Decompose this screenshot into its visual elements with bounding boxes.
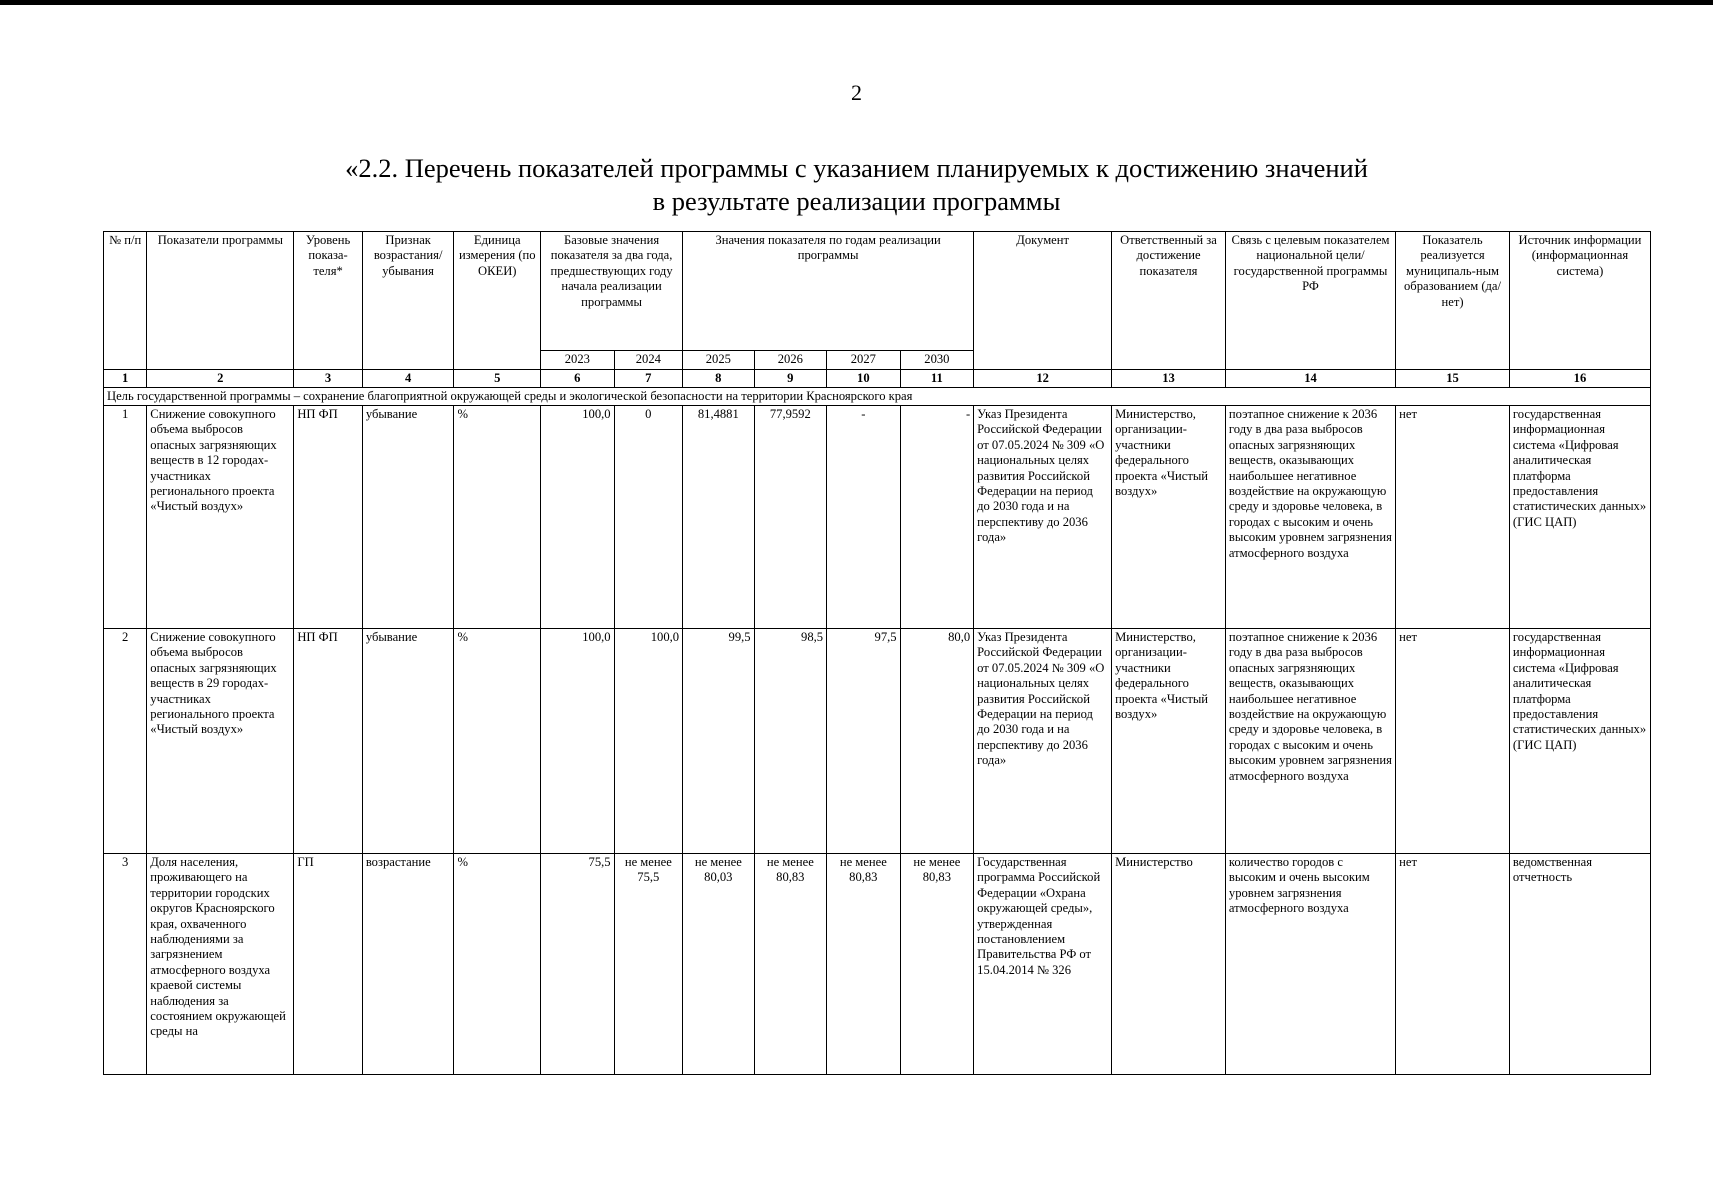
indicator-level: НП ФП (294, 629, 362, 854)
header-indicator: Показатели программы (147, 232, 294, 370)
header-source: Источник информации (информационная система) (1509, 232, 1650, 370)
header-responsible: Ответственный за достижение показателя (1112, 232, 1226, 370)
indicator-name: Доля населения, проживающего на территории городских округов Красноярского края, охваченного наблюдениями за загрязнением атмосферного воздуха краевой системы наблюдения за состоянием окружающей среды на (147, 854, 294, 1075)
year-2025: 2025 (683, 351, 755, 370)
col-number: 2 (147, 370, 294, 388)
program-goal: Цель государственной программы – сохранение благоприятной окружающей среды и экологической безопасности на территории Красноярского края (104, 388, 1651, 406)
indicator-sign: убывание (362, 629, 454, 854)
value-2025: 99,5 (683, 629, 755, 854)
header-sign: Признак возрастания/ убывания (362, 232, 454, 370)
col-number: 6 (541, 370, 615, 388)
indicator-sign: убывание (362, 406, 454, 629)
responsible: Министерство, организации-участники федерального проекта «Чистый воздух» (1112, 629, 1226, 854)
value-2030: не менее 80,83 (900, 854, 974, 1075)
col-number: 11 (900, 370, 974, 388)
document-ref: Указ Президента Российской Федерации от 07.05.2024 № 309 «О национальных целях развития Российской Федерации на период до 2030 года и на перспективу до 2036 года» (974, 629, 1112, 854)
scan-top-edge (0, 0, 1713, 5)
year-2024: 2024 (614, 351, 682, 370)
header-document: Документ (974, 232, 1112, 370)
value-2030: 80,0 (900, 629, 974, 854)
value-2023: 100,0 (541, 406, 615, 629)
column-number-row (104, 370, 1651, 388)
col-number: 3 (294, 370, 362, 388)
table-row (104, 854, 1651, 1075)
col-number: 16 (1509, 370, 1650, 388)
responsible: Министерство, организации-участники федерального проекта «Чистый воздух» (1112, 406, 1226, 629)
col-number: 8 (683, 370, 755, 388)
document-ref: Указ Президента Российской Федерации от 07.05.2024 № 309 «О национальных целях развития Российской Федерации на период до 2030 года и на перспективу до 2036 года» (974, 406, 1112, 629)
value-2026: 77,9592 (754, 406, 827, 629)
value-2026: не менее 80,83 (754, 854, 827, 1075)
col-number: 4 (362, 370, 454, 388)
indicators-table (103, 231, 1651, 1075)
table-row (104, 629, 1651, 854)
col-number: 9 (754, 370, 827, 388)
value-2025: 81,4881 (683, 406, 755, 629)
year-2026: 2026 (754, 351, 827, 370)
row-number: 3 (104, 854, 147, 1075)
goal-row (104, 388, 1651, 406)
col-number: 7 (614, 370, 682, 388)
col-number: 10 (827, 370, 901, 388)
info-source: государственная информационная система «Цифровая аналитическая платформа предоставления статистических данных» (ГИС ЦАП) (1509, 406, 1650, 629)
header-link: Связь с целевым показателем национальной цели/ государственной программы РФ (1225, 232, 1395, 370)
col-number: 15 (1396, 370, 1510, 388)
national-goal-link: поэтапное снижение к 2036 году в два раза выбросов опасных загрязняющих веществ, оказывающих наибольшее негативное воздействие на окружающую среду и здоровье человека, в городах с высоким и очень высоким уровнем загрязнения атмосферного воздуха (1225, 629, 1395, 854)
municipal-flag: нет (1396, 854, 1510, 1075)
col-number: 5 (454, 370, 541, 388)
value-2030: - (900, 406, 974, 629)
year-2027: 2027 (827, 351, 901, 370)
year-2023: 2023 (541, 351, 615, 370)
indicator-name: Снижение совокупного объема выбросов опасных загрязняющих веществ в 29 городах-участниках регионального проекта «Чистый воздух» (147, 629, 294, 854)
year-2030: 2030 (900, 351, 974, 370)
header-base-values: Базовые значения показателя за два года, предшествующих году начала реализации программы (541, 232, 683, 351)
value-2027: - (827, 406, 901, 629)
col-number: 13 (1112, 370, 1226, 388)
indicator-name: Снижение совокупного объема выбросов опасных загрязняющих веществ в 12 городах-участниках регионального проекта «Чистый воздух» (147, 406, 294, 629)
info-source: государственная информационная система «Цифровая аналитическая платформа предоставления статистических данных» (ГИС ЦАП) (1509, 629, 1650, 854)
value-2026: 98,5 (754, 629, 827, 854)
indicator-unit: % (454, 406, 541, 629)
value-2024: 0 (614, 406, 682, 629)
indicator-level: НП ФП (294, 406, 362, 629)
municipal-flag: нет (1396, 629, 1510, 854)
municipal-flag: нет (1396, 406, 1510, 629)
header-unit: Единица измерения (по ОКЕИ) (454, 232, 541, 370)
responsible: Министерство (1112, 854, 1226, 1075)
value-2023: 75,5 (541, 854, 615, 1075)
col-number: 12 (974, 370, 1112, 388)
value-2024: не менее 75,5 (614, 854, 682, 1075)
national-goal-link: количество городов с высоким и очень высоким уровнем загрязнения атмосферного воздуха (1225, 854, 1395, 1075)
col-number: 1 (104, 370, 147, 388)
row-number: 1 (104, 406, 147, 629)
header-year-values: Значения показателя по годам реализации программы (683, 232, 974, 351)
value-2023: 100,0 (541, 629, 615, 854)
header-municipal: Показатель реализуется муниципаль-ным образованием (да/нет) (1396, 232, 1510, 370)
title-line-2: в результате реализации программы (652, 186, 1061, 216)
national-goal-link: поэтапное снижение к 2036 году в два раза выбросов опасных загрязняющих веществ, оказывающих наибольшее негативное воздействие на окружающую среду и здоровье человека, в городах с высоким и очень высоким уровнем загрязнения атмосферного воздуха (1225, 406, 1395, 629)
col-number: 14 (1225, 370, 1395, 388)
value-2024: 100,0 (614, 629, 682, 854)
indicator-level: ГП (294, 854, 362, 1075)
document-ref: Государственная программа Российской Федерации «Охрана окружающей среды», утвержденная постановлением Правительства РФ от 15.04.2014 № 326 (974, 854, 1112, 1075)
indicator-sign: возрастание (362, 854, 454, 1075)
header-level: Уровень показа-теля* (294, 232, 362, 370)
header-num: № п/п (104, 232, 147, 370)
indicator-unit: % (454, 629, 541, 854)
value-2025: не менее 80,03 (683, 854, 755, 1075)
table-row (104, 406, 1651, 629)
row-number: 2 (104, 629, 147, 854)
info-source: ведомственная отчетность (1509, 854, 1650, 1075)
header-row (104, 232, 1651, 351)
document-title (0, 152, 1713, 218)
page-number: 2 (851, 80, 862, 105)
value-2027: 97,5 (827, 629, 901, 854)
title-line-1: «2.2. Перечень показателей программы с указанием планируемых к достижению значений (345, 153, 1368, 183)
value-2027: не менее 80,83 (827, 854, 901, 1075)
indicator-unit: % (454, 854, 541, 1075)
